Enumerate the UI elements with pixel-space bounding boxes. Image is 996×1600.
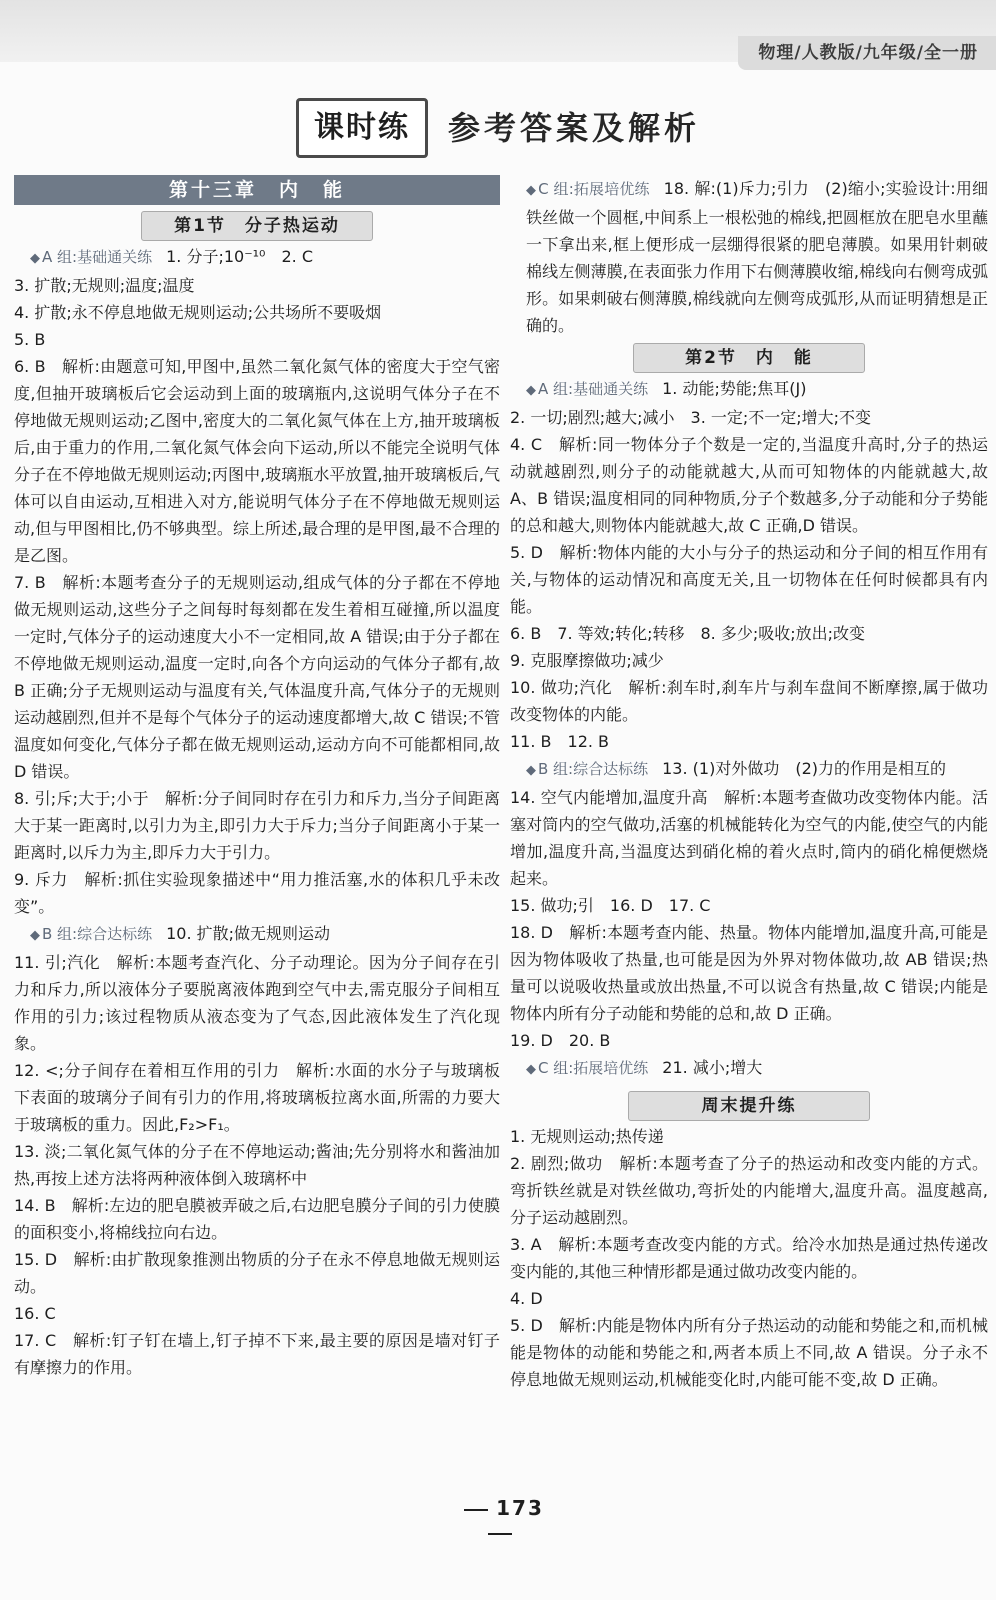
- answer-text: 11. 引;汽化 解析:本题考查汽化、分子动理论。因为分子间存在引力和斥力,所以液体分子要脱离液体跑到空气中去,需克服分子间相互作用的引力;该过程物质从液态变为了气态,因此液体发生了汽化现象。: [14, 953, 500, 1053]
- answer-text: 14. B 解析:左边的肥皂膜被弄破之后,右边肥皂膜分子间的引力使膜的面积变小,将棉线拉向右边。: [14, 1196, 500, 1242]
- answer-item: [510, 175, 988, 339]
- answer-text: 16. C: [14, 1304, 56, 1323]
- answer-item: [14, 272, 500, 299]
- answer-text: 19. D 20. B: [510, 1031, 611, 1050]
- answer-text: 2. 一切;剧烈;越大;减小 3. 一定;不一定;增大;不变: [510, 408, 872, 427]
- answer-item: [510, 1150, 988, 1231]
- answer-text: 4. D: [510, 1289, 543, 1308]
- answer-item: [14, 1300, 500, 1327]
- answer-item: [14, 326, 500, 353]
- answer-text: 10. 做功;汽化 解析:刹车时,刹车片与刹车盘间不断摩擦,属于做功改变物体的内能。: [510, 678, 988, 724]
- answer-text: 13. (1)对外做功 (2)力的作用是相互的: [662, 759, 946, 778]
- chapter-heading: 第十三章 内 能: [14, 175, 500, 205]
- group-diamond-icon: ◆: [526, 763, 536, 778]
- answer-text: 13. 淡;二氧化氮气体的分子在不停地运动;酱油;先分别将水和酱油加热,再按上述方法将两种液体倒入玻璃杯中: [14, 1142, 500, 1188]
- section-heading-1: 第1节 分子热运动: [141, 211, 373, 241]
- answer-text: 3. 扩散;无规则;温度;温度: [14, 276, 195, 295]
- answer-item: [510, 539, 988, 620]
- group-diamond-icon: ◆: [526, 383, 536, 398]
- answer-item: [510, 620, 988, 647]
- group-diamond-icon: ◆: [526, 183, 537, 198]
- answer-item: [510, 674, 988, 728]
- answer-text: 18. D 解析:本题考查内能、热量。物体内能增加,温度升高,可能是因为物体吸收了热量,也可能是因为外界对物体做功,故 AB 错误;热量可以说吸收热量或放出热量,不可以说含有热量,故 C 错误;内能是物体内所有分子动能和势能的总和,故 D 正确。: [510, 923, 988, 1023]
- answer-item: [14, 353, 500, 569]
- group-label: B 组:综合达标练: [538, 760, 649, 778]
- group-label: C 组:拓展培优练: [538, 180, 650, 198]
- answer-item: [510, 1054, 988, 1083]
- right-answer-list-top: [510, 175, 988, 339]
- answer-text: 21. 减小;增大: [662, 1058, 763, 1077]
- answer-text: 2. 剧烈;做功 解析:本题考查了分子的热运动和改变内能的方式。弯折铁丝就是对铁丝做功,弯折处的内能增大,温度升高。温度越高,分子运动越剧烈。: [510, 1154, 988, 1227]
- answer-item: [510, 919, 988, 1027]
- answer-item: [14, 866, 500, 920]
- answer-text: 1. 动能;势能;焦耳(J): [662, 379, 807, 398]
- answer-text: 5. D 解析:物体内能的大小与分子的热运动和分子间的相互作用有关,与物体的运动情况和高度无关,且一切物体在任何时候都具有内能。: [510, 543, 988, 616]
- title-box: 课时练: [296, 98, 428, 158]
- answer-text: 15. D 解析:由扩散现象推测出物质的分子在永不停息地做无规则运动。: [14, 1250, 500, 1296]
- group-label: A 组:基础通关练: [42, 248, 153, 266]
- answer-item: [510, 892, 988, 919]
- title-main: 参考答案及解析: [448, 109, 701, 147]
- left-column: [14, 175, 500, 1381]
- answer-item: [510, 728, 988, 755]
- answer-item: [14, 243, 500, 272]
- answer-text: 5. D 解析:内能是物体内所有分子热运动的动能和势能之和,而机械能是物体的动能和势能之和,两者本质上不同,故 A 错误。分子永不停息地做无规则运动,机械能变化时,内能可能不变,故 D 正确。: [510, 1316, 988, 1389]
- group-diamond-icon: ◆: [30, 251, 40, 266]
- group-label: A 组:基础通关练: [538, 380, 649, 398]
- page-number-value: 173: [496, 1496, 544, 1520]
- answer-item: [14, 785, 500, 866]
- answer-text: 17. C 解析:钉子钉在墙上,钉子掉不下来,最主要的原因是墙对钉子有摩擦力的作用。: [14, 1331, 500, 1377]
- answer-item: [510, 1231, 988, 1285]
- right-answer-list-bottom: [510, 1123, 988, 1393]
- section-heading-3: 周末提升练: [628, 1091, 870, 1121]
- answer-item: [510, 1285, 988, 1312]
- answer-item: [14, 1057, 500, 1138]
- answer-item: [14, 299, 500, 326]
- answer-item: [14, 569, 500, 785]
- answer-text: 12. <;分子间存在着相互作用的引力 解析:水面的水分子与玻璃板下表面的玻璃分子间有引力的作用,将玻璃板拉离水面,所需的力要大于玻璃板的重力。因此,F₂>F₁。: [14, 1061, 500, 1134]
- page-number: [440, 1496, 560, 1544]
- answer-text: 5. B: [14, 330, 46, 349]
- answer-text: 14. 空气内能增加,温度升高 解析:本题考查做功改变物体内能。活塞对筒内的空气做功,活塞的机械能转化为空气的内能,使空气的内能增加,温度升高,当温度达到硝化棉的着火点时,筒内的硝化棉便燃烧起来。: [510, 788, 988, 888]
- answer-item: [14, 1138, 500, 1192]
- answer-item: [14, 920, 500, 949]
- right-answer-list-mid: [510, 375, 988, 1083]
- group-diamond-icon: ◆: [30, 928, 40, 943]
- right-column: [510, 175, 988, 1393]
- answer-text: 10. 扩散;做无规则运动: [166, 924, 331, 943]
- answer-text: 4. C 解析:同一物体分子个数是一定的,当温度升高时,分子的热运动就越剧烈,则分子的动能就越大,从而可知物体的内能就越大,故 A、B 错误;温度相同的同种物质,分子个数越多,分子动能和分子势能的总和越大,则物体内能就越大,故 C 正确,D 错误。: [510, 435, 988, 535]
- answer-text: 7. B 解析:本题考查分子的无规则运动,组成气体的分子都在不停地做无规则运动,这些分子之间每时每刻都在发生着相互碰撞,所以温度一定时,气体分子的运动速度大小不一定相同,故 A 错误;由于分子都在不停地做无规则运动,温度一定时,向各个方向运动的气体分子都有,故 B 正确;分子无规则运动与温度有关,气体温度升高,气体分子的无规则运动越剧烈,但并不是每个气体分子的运动速度都增大,故 C 错误;不管温度如何变化,气体分子都在做无规则运动,运动方向不可能都相同,故 D 错误。: [14, 573, 500, 781]
- page-title: [296, 98, 716, 158]
- answer-text: 1. 分子;10⁻¹⁰ 2. C: [166, 247, 313, 266]
- answer-text: 11. B 12. B: [510, 732, 610, 751]
- answer-item: [510, 1123, 988, 1150]
- section-heading-2: 第2节 内 能: [633, 343, 865, 373]
- left-answer-list: [14, 243, 500, 1381]
- answer-item: [510, 1312, 988, 1393]
- answer-text: 18. 解:(1)斥力;引力 (2)缩小;实验设计:用细铁丝做一个圆框,中间系上一根松弛的棉线,把圆框放在肥皂水里蘸一下拿出来,框上便形成一层绷得很紧的肥皂薄膜。如果用针刺破棉线左侧薄膜,在表面张力作用下右侧薄膜收缩,棉线向右侧弯成弧形。如果刺破右侧薄膜,棉线就向左侧弯成弧形,从而证明猜想是正确的。: [526, 179, 988, 335]
- answer-text: 4. 扩散;永不停息地做无规则运动;公共场所不要吸烟: [14, 303, 382, 322]
- answer-item: [510, 1027, 988, 1054]
- answer-item: [510, 755, 988, 784]
- answer-item: [510, 404, 988, 431]
- answer-text: 3. A 解析:本题考查改变内能的方式。给冷水加热是通过热传递改变内能的,其他三种情形都是通过做功改变内能的。: [510, 1235, 988, 1281]
- answer-item: [510, 647, 988, 674]
- answer-item: [14, 949, 500, 1057]
- group-label: B 组:综合达标练: [42, 925, 153, 943]
- answer-item: [14, 1192, 500, 1246]
- answer-item: [510, 431, 988, 539]
- answer-text: 6. B 7. 等效;转化;转移 8. 多少;吸收;放出;改变: [510, 624, 865, 643]
- answer-text: 15. 做功;引 16. D 17. C: [510, 896, 711, 915]
- answer-item: [14, 1246, 500, 1300]
- answer-text: 9. 斥力 解析:抓住实验现象描述中“用力推活塞,水的体积几乎未改变”。: [14, 870, 500, 916]
- answer-item: [14, 1327, 500, 1381]
- group-diamond-icon: ◆: [526, 1062, 536, 1077]
- answer-item: [510, 784, 988, 892]
- book-header-tag: 物理/人教版/九年级/全一册: [738, 36, 996, 70]
- answer-item: [510, 375, 988, 404]
- answer-text: 9. 克服摩擦做功;减少: [510, 651, 664, 670]
- answer-text: 8. 引;斥;大于;小于 解析:分子间同时存在引力和斥力,当分子间距离大于某一距离时,以引力为主,即引力大于斥力;当分子间距离小于某一距离时,以斥力为主,即斥力大于引力。: [14, 789, 500, 862]
- group-label: C 组:拓展培优练: [538, 1059, 649, 1077]
- answer-text: 6. B 解析:由题意可知,甲图中,虽然二氧化氮气体的密度大于空气密度,但抽开玻璃板后它会运动到上面的玻璃瓶内,这说明气体分子在不停地做无规则运动;乙图中,密度大的二氧化氮气体在上方,抽开玻璃板后,由于重力的作用,二氧化氮气体会向下运动,所以不能完全说明气体分子在不停地做无规则运动;丙图中,玻璃瓶水平放置,抽开玻璃板后,气体可以自由运动,互相进入对方,能说明气体分子在不停地做无规则运动,但与甲图相比,仍不够典型。综上所述,最合理的是甲图,最不合理的是乙图。: [14, 357, 500, 565]
- answer-text: 1. 无规则运动;热传递: [510, 1127, 664, 1146]
